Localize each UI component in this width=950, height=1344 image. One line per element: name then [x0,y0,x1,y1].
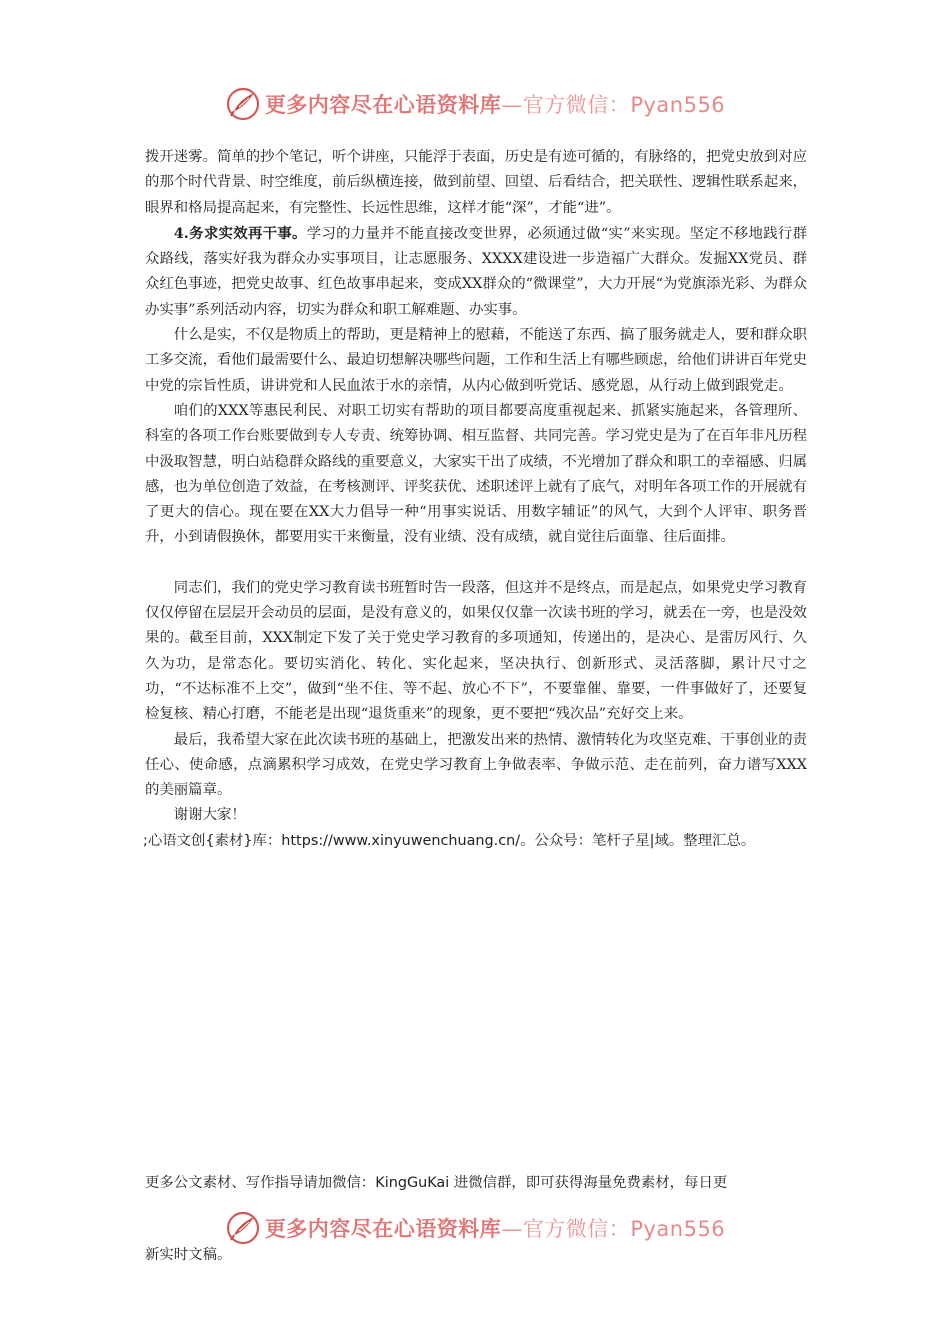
paragraph-1: 拨开迷雾。简单的抄个笔记，听个讲座，只能浮于表面，历史是有迹可循的，有脉络的，把党史放到对应的那个时代背景、时空维度，前后纵横连接，做到前望、回望、后看结合，把关联性、逻辑性联系起来，眼界和格局提高起来，有完整性、长远性思维，这样才能“深”，才能“进”。 [145,149,807,216]
header-banner [0,82,950,126]
quill-logo-icon [225,86,261,122]
closing-thanks: 谢谢大家！ [173,807,246,824]
document-body [145,145,807,854]
banner-wechat-text: 官方微信： [522,1217,631,1241]
footer-line-1 [145,1171,815,1195]
paragraph-2 [145,221,807,323]
footer-banner [0,1206,950,1250]
banner-dash: — [501,1217,523,1241]
footer-prefix: 更多公文素材、写作指导请加微信： [145,1175,376,1191]
footer-wechat-id: KingGuKai [375,1175,450,1191]
section-heading: 4.务求实效再干事。 [173,224,307,242]
source-line: ;心语文创{素材}库：https://www.xinyuwenchuang.cn/。公众号：笔杆子星|域。整理汇总。 [143,832,756,849]
paragraph-4: 咱们的XXX等惠民利民、对职工切实有帮助的项目都要高度重视起来、抓紧实施起来，各管理所、科室的各项工作台账要做到专人专责、统筹协调、相互监督、共同完善。学习党史是为了在百年非凡历程中汲取智慧，明白站稳群众路线的重要意义，大家实干出了成绩，不光增加了群众和职工的幸福感、归属感，也为单位创造了效益，在考核测评、评奖获优、述职述评上就有了底气，对明年各项工作的开展就有了更大的信心。现在要在XX大力倡导一种“用事实说话、用数字辅证”的风气，大到个人评审、职务晋升，小到请假换休，都要用实干来衡量，没有业绩、没有成绩，就自觉往后面靠、往后面排。 [145,402,807,546]
banner-text [265,1213,725,1243]
paragraph-3: 什么是实，不仅是物质上的帮助，更是精神上的慰藉，不能送了东西、搞了服务就走人，要和群众职工多交流，看他们最需要什么、最迫切想解决哪些问题，工作和生活上有哪些顾虑，给他们讲讲百年党史中党的宗旨性质，讲讲党和人民血浓于水的亲情，从内心做到听党话、感党恩，从行动上做到跟党走。 [145,327,807,394]
banner-wechat-text: 官方微信： [522,93,631,117]
footer-suffix: 进微信群，即可获得海量免费素材，每日更 [449,1175,728,1191]
paragraph-2-text: 学习的力量并不能直接改变世界，必须通过做“实”来实现。坚定不移地践行群众路线，落实好我为群众办实事项目，让志愿服务、XXXX建设进一步造福广大群众。发掘XX党员、群众红色事迹，把党史故事、红色故事串起来，变成XX群众的“微课堂”，大力开展“为党旗添光彩、为群众办实事”系列活动内容，切实为群众和职工解难题、办实事。 [145,225,807,318]
paragraph-gap [145,551,807,576]
banner-wechat-id: Pyan556 [630,1217,726,1241]
banner-red-text: 更多内容尽在心语资料库 [264,1217,502,1241]
footer-line-2: 新实时文稿。 [145,1247,232,1263]
paragraph-5: 同志们，我们的党史学习教育读书班暂时告一段落，但这并不是终点，而是起点，如果党史学习教育仅仅停留在层层开会动员的层面，是没有意义的，如果仅仅靠一次读书班的学习，就丢在一旁，也是没效果的。截至目前，XXX制定下发了关于党史学习教育的多项通知，传递出的，是决心、是雷厉风行、久久为功，是常态化。要切实消化、转化、实化起来，坚决执行、创新形式、灵活落脚，累计尺寸之功，“不达标准不上交”，做到“坐不住、等不起、放心不下”，不要靠催、靠要，一件事做好了，还要复检复核、精心打磨，不能老是出现“退货重来”的现象，更不要把“残次品”充好交上来。 [145,579,807,723]
banner-wechat-id: Pyan556 [630,93,726,117]
banner-dash: — [501,93,523,117]
banner-text [265,89,725,119]
banner-red-text: 更多内容尽在心语资料库 [264,93,502,117]
paragraph-6: 最后，我希望大家在此次读书班的基础上，把激发出来的热情、激情转化为攻坚克难、干事创业的责任心、使命感，点滴累积学习成效，在党史学习教育上争做表率、争做示范、走在前列，奋力谱写XXX的美丽篇章。 [145,731,807,799]
quill-logo-icon [225,1210,261,1246]
